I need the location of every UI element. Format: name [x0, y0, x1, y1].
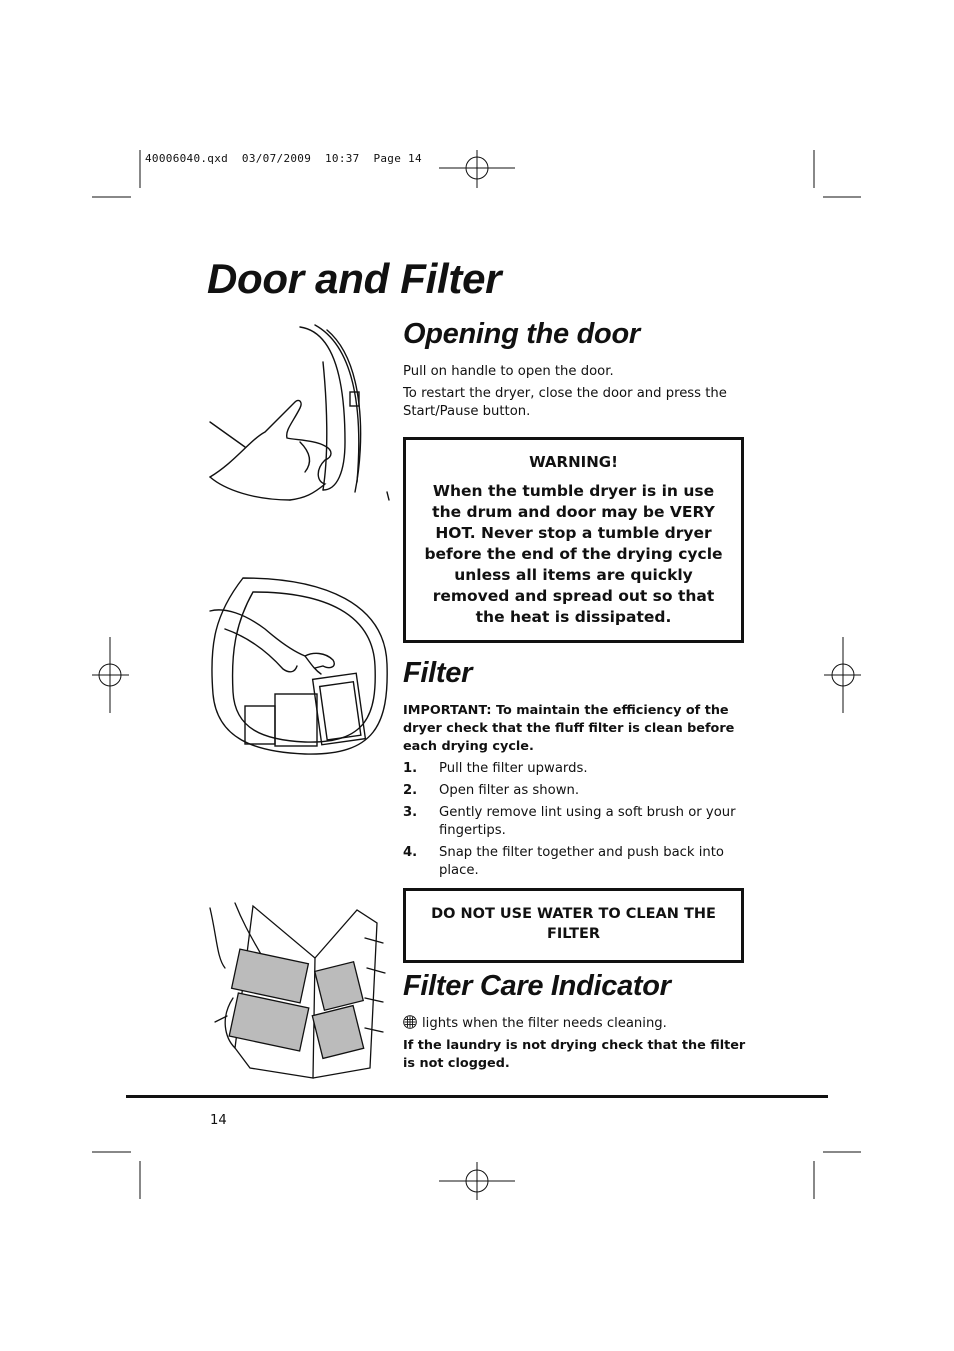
step-text: Pull the filter upwards.	[439, 761, 588, 776]
step-text: Snap the filter together and push back into place.	[439, 845, 724, 878]
footer-rule	[126, 1095, 828, 1098]
step-number: 2.	[403, 783, 418, 798]
water-warning-box	[403, 888, 744, 963]
step-number: 1.	[403, 761, 418, 776]
warning-box	[403, 437, 744, 643]
filter-care-heading: Filter Care Indicator	[403, 970, 671, 1002]
opening-door-instruction: Pull on handle to open the door.	[403, 364, 614, 379]
filter-indicator-icon	[403, 1015, 417, 1029]
filter-steps	[403, 760, 748, 884]
opening-door-heading: Opening the door	[403, 318, 640, 350]
list-item	[403, 844, 748, 880]
page-number: 14	[210, 1113, 227, 1128]
step-text: Open filter as shown.	[439, 783, 580, 798]
open-filter-illustration	[205, 898, 395, 1088]
list-item	[403, 804, 748, 840]
warning-label: WARNING!	[529, 453, 618, 471]
filter-care-text: lights when the filter needs cleaning.	[422, 1016, 667, 1031]
filter-important: IMPORTANT: To maintain the efficiency of the dryer check that the fluff filter is clean before each drying cycle.	[403, 703, 735, 754]
step-number: 4.	[403, 845, 418, 860]
step-text: Gently remove lint using a soft brush or your fingertips.	[439, 805, 736, 838]
warning-text: When the tumble dryer is in use the drum and door may be VERY HOT. Never stop a tumble dryer before the end of the drying cycle unless all items are quickly removed and spread out so that the heat is dissipated.	[424, 482, 723, 626]
door-opening-illustration	[205, 322, 395, 502]
filter-care-line	[403, 1015, 748, 1033]
page-title: Door and Filter	[207, 255, 502, 302]
water-warning-text: DO NOT USE WATER TO CLEAN THE FILTER	[431, 906, 716, 942]
filter-care-note: If the laundry is not drying check that the filter is not clogged.	[403, 1038, 746, 1071]
list-item	[403, 782, 748, 800]
file-slug: 40006040.qxd 03/07/2009 10:37 Page 14	[145, 152, 422, 165]
filter-removal-illustration	[205, 574, 395, 764]
step-number: 3.	[403, 805, 418, 820]
filter-heading: Filter	[403, 657, 473, 689]
list-item	[403, 760, 748, 778]
opening-door-restart: To restart the dryer, close the door and press the Start/Pause button.	[403, 386, 727, 419]
